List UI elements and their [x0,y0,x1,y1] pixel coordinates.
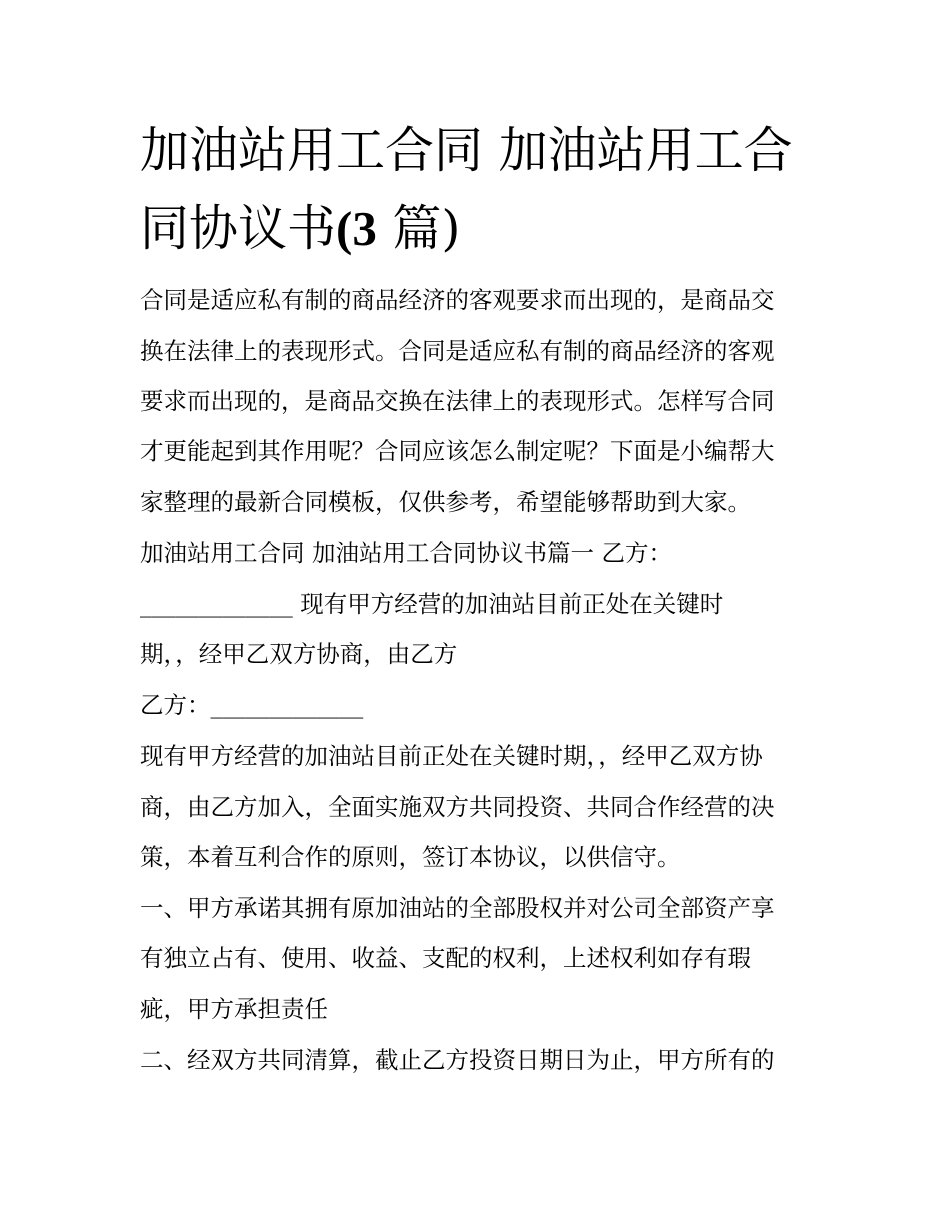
title-line-2: 同协议书 [140,200,337,257]
title-count: (3 [336,201,377,256]
body-line: 疵，甲方承担责任 [140,995,328,1023]
body-line: 才更能起到其作用呢？合同应该怎么制定呢？下面是小编帮大 [140,437,775,465]
body-line: 期，，经甲乙双方协商，由乙方 [140,640,458,668]
body-line: 换在法律上的表现形式。合同是适应私有制的商品经济的客观 [140,337,775,365]
clause-1-line: 一、甲方承诺其拥有原加油站的全部股权并对公司全部资产享 [140,894,775,922]
body-line: 要求而出现的，是商品交换在法律上的表现形式。怎样写合同 [140,387,775,415]
body-line: 有独立占有、使用、收益、支配的权利，上述权利如存有瑕 [140,944,751,972]
body-line: 策，本着互利合作的原则，签订本协议，以供信守。 [140,843,681,871]
body-line: 家整理的最新合同模板，仅供参考，希望能够帮助到大家。 [140,488,751,516]
title-line-1: 加油站用工合同 加油站用工合 [140,122,793,179]
party-b-line: 乙方：_____________ [140,691,364,719]
section-heading-line: 加油站用工合同 加油站用工合同协议书篇一 乙方： [140,539,672,567]
body-line: 现有甲方经营的加油站目前正处在关键时期，，经甲乙双方协 [140,742,763,770]
title-count-unit: 篇) [392,200,461,257]
body-line: _____________ 现有甲方经营的加油站目前正处在关键时 [140,590,724,618]
clause-2-line: 二、经双方共同清算，截止乙方投资日期日为止，甲方所有的 [140,1046,775,1074]
body-line: 商，由乙方加入，全面实施双方共同投资、共同合作经营的决 [140,793,775,821]
body-line: 合同是适应私有制的商品经济的客观要求而出现的，是商品交 [140,286,775,314]
document-title [140,112,820,268]
